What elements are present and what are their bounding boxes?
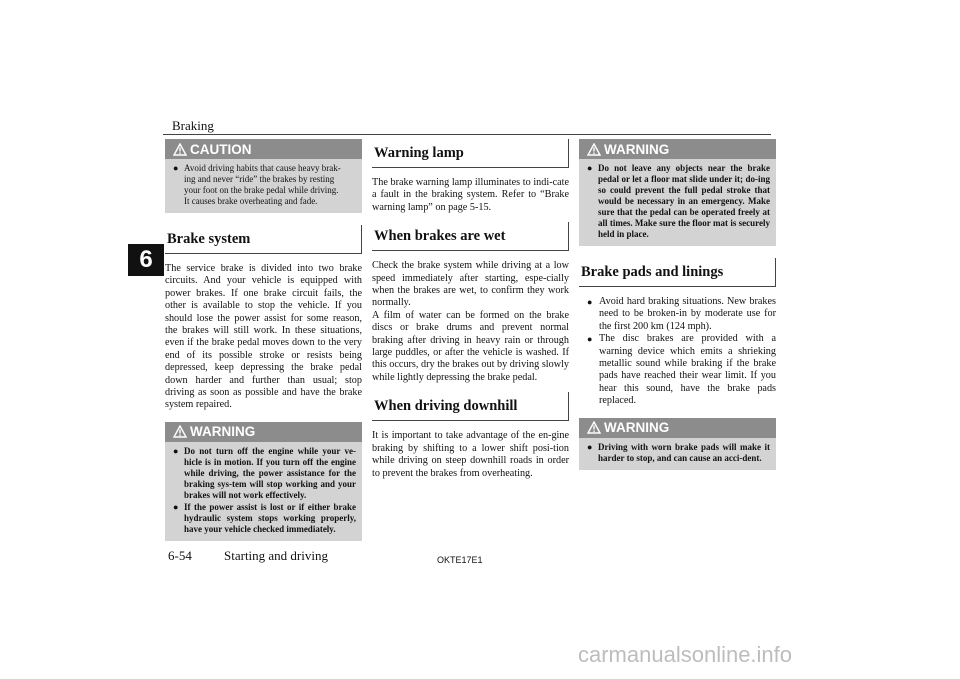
list-item: ● Avoid hard braking situations. New brakes need to be broken-in by moderate use for the first 200 km (124 mph). [579,296,776,333]
warning-triangle-icon [587,421,601,434]
warning-label: WARNING [190,424,256,440]
page-number: 6-54 [168,548,192,563]
bullet-icon: ● [587,163,593,173]
document-code: OKTE17E1 [437,555,483,565]
caution-box [165,139,362,213]
bullet-icon: ● [587,297,593,307]
column-1 [165,139,362,553]
warning-box-engine [165,422,362,541]
warning-box-floor-mat [579,139,776,246]
running-header: Braking [172,118,214,133]
bullet-icon: ● [173,501,179,512]
column-2 [372,139,569,480]
warning-label: WARNING [604,420,670,436]
watermark: carmanualsonline.info [578,642,793,667]
warning-item: ● Do not leave any objects near the brake pedal or let a floor mat slide under it; do-ing so could prevent the full pedal stroke that would be necessary in an emergency. Make sure that the pedal can be operated freely at all times. Make sure the floor mat is securely held in place. [587,163,770,239]
warning-box-worn-pads [579,418,776,470]
caution-label: CAUTION [190,141,252,157]
brake-system-heading: Brake system [165,225,362,254]
warning-triangle-icon [173,425,187,438]
when-wet-paragraph-2: A film of water can be formed on the brake discs or brake drums and prevent normal braking after driving in heavy rain or through large puddles, or after the vehicle is washed. If this occurs, dry the brakes out by driving slowly while lightly depressing the brake pedal. [372,309,569,383]
bullet-icon: ● [587,334,593,345]
warning-label: WARNING [604,141,670,157]
warning-lamp-heading: Warning lamp [372,139,569,168]
chapter-tab: 6 [128,244,164,276]
header-rule [163,134,771,135]
warning-lamp-paragraph: The brake warning lamp illuminates to indi-cate a fault in the braking system. Refer to “Brake warning lamp” on page 5-15. [372,177,569,213]
downhill-paragraph: It is important to take advantage of the en-gine braking by shifting to a lower shift posi-tion while driving on steep downhill roads in order to prevent the brakes from overheating. [372,430,569,479]
warning-triangle-icon [587,143,601,156]
warning-triangle-icon [173,143,187,156]
brake-system-paragraph: The service brake is divided into two brake circuits. And your vehicle is equipped with power brakes. If one brake circuit fails, the other is available to stop the vehicle. If you should lose the power assist for some reason, the brakes will still work. In these situations, even if the brake pedal moves down to the very end of its possible stroke or resists being depressed, keep depressing the brake pedal down harder and further than usual; stop driving as soon as possible and have the brake system repaired. [165,263,362,411]
warning-item: ● If the power assist is lost or if either brake hydraulic system stops working properly, have your vehicle checked immediately. [173,501,356,534]
warning-item: ● Do not turn off the engine while your ve-hicle is in motion. If you turn off the engine while driving, the power assistance for the braking sys-tem will stop working and your brakes will not work effectively. [173,445,356,500]
brake-pads-heading: Brake pads and linings [579,258,776,287]
when-wet-paragraph-1: Check the brake system while driving at a low speed immediately after starting, espe-cially when the brakes are wet, to confirm they work normally. [372,260,569,309]
when-wet-heading: When brakes are wet [372,222,569,251]
list-item: ● The disc brakes are provided with a warning device which emits a shrieking metallic sound while braking if the brake pads have reached their wear limit. If you hear this sound, have the brake pads replaced. [579,333,776,407]
caution-item: ● Avoid driving habits that cause heavy brak- ing and never “ride” the brakes by resting your foot on the brake pedal while driving. It causes brake overheating and fade. [173,163,341,206]
bullet-icon: ● [587,441,593,452]
column-3 [579,139,776,482]
warning-item: ● Driving with worn brake pads will make it harder to stop, and can cause an acci-dent. [587,441,770,463]
footer-section-title: Starting and driving [224,548,328,563]
bullet-icon: ● [173,163,179,173]
bullet-icon: ● [173,445,179,456]
downhill-heading: When driving downhill [372,392,569,421]
